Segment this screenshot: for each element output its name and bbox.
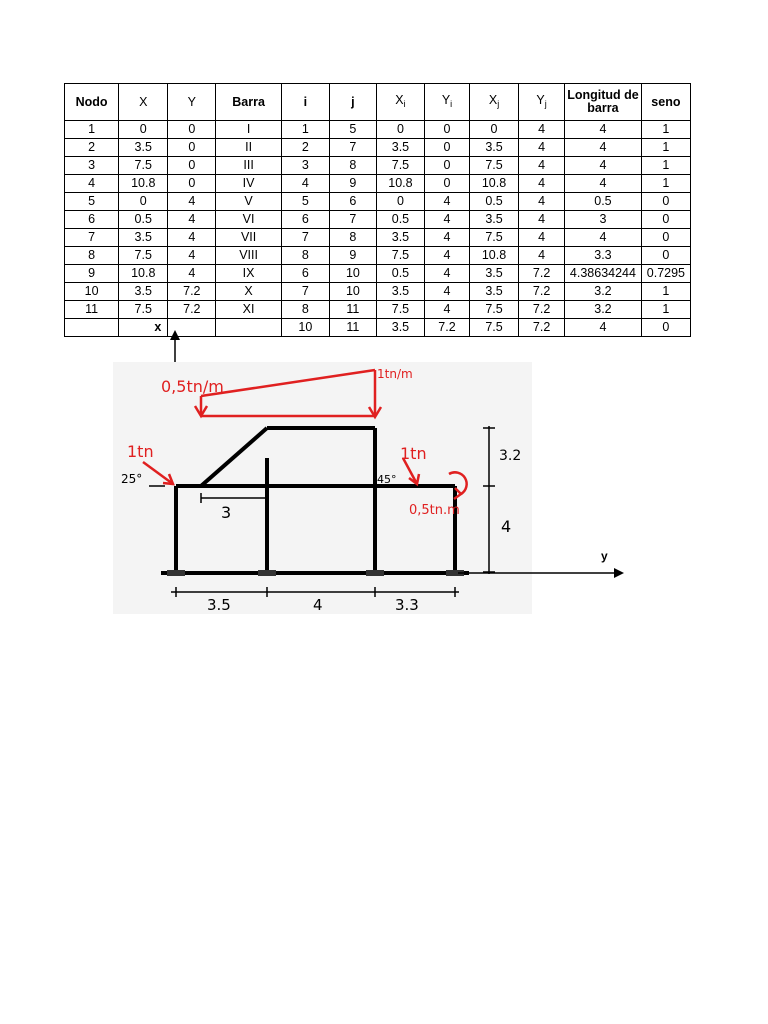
table-cell: 8 [281, 247, 329, 265]
table-cell: 0 [168, 139, 216, 157]
table-cell: 3.5 [376, 139, 424, 157]
table-cell: 3 [281, 157, 329, 175]
table-cell: 7 [329, 139, 376, 157]
table-cell: 10.8 [119, 265, 168, 283]
table-cell: 4 [424, 265, 469, 283]
table-cell: 4 [168, 265, 216, 283]
table-cell: 0 [168, 175, 216, 193]
table-cell: 0 [424, 139, 469, 157]
table-cell: 0 [424, 121, 469, 139]
table-cell: 3.3 [565, 247, 642, 265]
table-cell: 7.5 [469, 229, 518, 247]
table-cell: 5 [281, 193, 329, 211]
table-cell: 7.2 [519, 301, 565, 319]
force-left-label: 1tn [127, 442, 154, 461]
table-cell: 4 [424, 229, 469, 247]
table-cell: 3.2 [565, 301, 642, 319]
table-cell: 4 [565, 175, 642, 193]
table-cell: 4 [424, 247, 469, 265]
angle-left-label: 25° [121, 472, 143, 486]
table-cell: 3.5 [119, 229, 168, 247]
table-cell: 4 [519, 247, 565, 265]
dim-35-label: 3.5 [207, 596, 231, 614]
table-cell: 9 [65, 265, 119, 283]
table-cell: 10 [65, 283, 119, 301]
table-cell: 4 [168, 193, 216, 211]
table-cell: 3.5 [376, 319, 424, 337]
table-cell: 3.2 [565, 283, 642, 301]
table-cell: 3.5 [469, 211, 518, 229]
table-cell: 4 [519, 157, 565, 175]
table-cell: 7.2 [519, 265, 565, 283]
table-cell: 7.2 [168, 283, 216, 301]
dim-33-label: 3.3 [395, 596, 419, 614]
table-cell: 10.8 [119, 175, 168, 193]
table-cell: 11 [329, 301, 376, 319]
table-cell: 3.5 [469, 265, 518, 283]
table-cell: 0 [119, 193, 168, 211]
table-cell: 4 [519, 193, 565, 211]
table-cell: 7.5 [119, 301, 168, 319]
table-cell: 8 [329, 229, 376, 247]
table-cell: 7 [281, 283, 329, 301]
table-cell: 0 [641, 247, 690, 265]
table-cell: 7.5 [119, 157, 168, 175]
table-cell: 3 [565, 211, 642, 229]
table-cell: 1 [641, 157, 690, 175]
table-cell: 3.5 [469, 139, 518, 157]
load-dist-right-label: 1tn/m [377, 367, 413, 381]
table-cell: 0 [424, 157, 469, 175]
table-cell: 2 [65, 139, 119, 157]
dim-4h-label: 4 [313, 596, 323, 614]
dim-3 [201, 493, 267, 503]
table-cell: XI [216, 301, 281, 319]
table-cell: 4.38634244 [565, 265, 642, 283]
table-cell: 4 [519, 211, 565, 229]
table-cell: 1 [641, 175, 690, 193]
table-cell: 3.5 [376, 229, 424, 247]
table-cell: 4 [519, 121, 565, 139]
table-cell: 4 [424, 211, 469, 229]
table-cell: 0 [641, 211, 690, 229]
table-cell: 7.5 [376, 157, 424, 175]
table-cell: VI [216, 211, 281, 229]
table-cell: 10 [329, 283, 376, 301]
angle-right-label: 45° [377, 473, 397, 486]
table-cell: 10 [329, 265, 376, 283]
table-cell: 7 [65, 229, 119, 247]
dim-4v-label: 4 [501, 517, 512, 536]
header-barra: Barra [216, 84, 281, 121]
table-cell: 0.5 [376, 211, 424, 229]
table-cell: 4 [424, 301, 469, 319]
table-cell: 1 [641, 121, 690, 139]
table-cell: 4 [565, 121, 642, 139]
table-cell: I [216, 121, 281, 139]
dim-32-label: 3.2 [499, 448, 522, 464]
table-cell: II [216, 139, 281, 157]
table-cell: 7.5 [469, 319, 518, 337]
table-cell: 6 [281, 265, 329, 283]
header-nodo: Nodo [65, 84, 119, 121]
dim-3-label: 3 [221, 503, 232, 522]
table-cell: 0 [376, 121, 424, 139]
table-cell: 10.8 [469, 247, 518, 265]
table-cell: 9 [329, 175, 376, 193]
table-cell: 7.5 [376, 247, 424, 265]
table-cell: 0 [168, 121, 216, 139]
table-cell: 7.5 [469, 157, 518, 175]
header-yj: $Y_j$ [519, 84, 565, 121]
table-cell: IV [216, 175, 281, 193]
table-cell: X [216, 283, 281, 301]
table-cell: VIII [216, 247, 281, 265]
table-cell: 1 [65, 121, 119, 139]
header-i: i [281, 84, 329, 121]
table-cell: 3.5 [119, 283, 168, 301]
table-cell: 7 [329, 211, 376, 229]
table-cell: 0 [641, 319, 690, 337]
header-j: j [329, 84, 376, 121]
table-cell: 7.5 [376, 301, 424, 319]
table-cell: 8 [65, 247, 119, 265]
table-cell: 1 [641, 301, 690, 319]
table-cell: III [216, 157, 281, 175]
table-cell: 11 [329, 319, 376, 337]
load-dist-label: 0,5tn/m [161, 377, 224, 396]
table-cell: x [119, 319, 168, 337]
table-cell: 8 [329, 157, 376, 175]
table-cell: 0 [376, 193, 424, 211]
table-cell: 4 [565, 319, 642, 337]
header-x: X [119, 84, 168, 121]
table-cell: 7.5 [119, 247, 168, 265]
table-cell: 0.5 [565, 193, 642, 211]
table-cell: 7.2 [168, 301, 216, 319]
table-cell: 1 [281, 121, 329, 139]
table-cell: 7.2 [519, 319, 565, 337]
table-cell: 7.2 [519, 283, 565, 301]
header-xj: $X_j$ [469, 84, 518, 121]
table-cell: 4 [565, 139, 642, 157]
table-cell: 4 [424, 193, 469, 211]
table-cell: 7.2 [424, 319, 469, 337]
force-right-label: 1tn [400, 444, 427, 463]
structure-figure [113, 362, 532, 614]
table-cell: VII [216, 229, 281, 247]
table-cell: 0 [641, 229, 690, 247]
table-cell: 6 [329, 193, 376, 211]
header-yi: $Y_i$ [424, 84, 469, 121]
table-cell: 5 [329, 121, 376, 139]
table-cell: 9 [329, 247, 376, 265]
table-cell: 7 [281, 229, 329, 247]
table-cell: 6 [65, 211, 119, 229]
table-cell: 4 [519, 229, 565, 247]
force-left [143, 462, 173, 484]
table-cell: 0.5 [469, 193, 518, 211]
table-cell: 8 [281, 301, 329, 319]
table-cell: 3.5 [376, 283, 424, 301]
header-longitud: Longitud de barra [565, 84, 642, 121]
moment-label: 0,5tn.m [409, 503, 460, 518]
table-cell: 10 [281, 319, 329, 337]
table-cell: 4 [565, 157, 642, 175]
table-cell: 3 [65, 157, 119, 175]
header-seno: seno [641, 84, 690, 121]
table-cell: 0 [119, 121, 168, 139]
table-cell: 0 [168, 157, 216, 175]
table-cell: 4 [565, 229, 642, 247]
table-cell: 5 [65, 193, 119, 211]
table-cell: V [216, 193, 281, 211]
table-cell: 1 [641, 283, 690, 301]
table-cell: 4 [168, 247, 216, 265]
table-cell: 0 [641, 193, 690, 211]
dim-vertical [483, 426, 495, 574]
table-cell: 1 [641, 139, 690, 157]
table-cell: 10.8 [469, 175, 518, 193]
table-cell: IX [216, 265, 281, 283]
table-cell: 4 [65, 175, 119, 193]
table-cell: 0 [424, 175, 469, 193]
table-cell: 3.5 [119, 139, 168, 157]
table-cell: 6 [281, 211, 329, 229]
header-xi: $X_i$ [376, 84, 424, 121]
table-cell: 0.7295 [641, 265, 690, 283]
table-cell: 11 [65, 301, 119, 319]
table-cell: 4 [424, 283, 469, 301]
table-cell: 4 [281, 175, 329, 193]
header-y: Y [168, 84, 216, 121]
table-cell: 4 [168, 211, 216, 229]
table-cell: 4 [168, 229, 216, 247]
x-axis-arrowhead [170, 330, 180, 340]
y-axis-label-outer: y [601, 549, 608, 563]
table-cell: 4 [519, 175, 565, 193]
table-cell: 4 [519, 139, 565, 157]
table-cell: 0.5 [119, 211, 168, 229]
table-cell: 7.5 [469, 301, 518, 319]
table-cell: 2 [281, 139, 329, 157]
table-cell: 0 [469, 121, 518, 139]
table-cell: 3.5 [469, 283, 518, 301]
table-cell: 0.5 [376, 265, 424, 283]
table-cell: 10.8 [376, 175, 424, 193]
